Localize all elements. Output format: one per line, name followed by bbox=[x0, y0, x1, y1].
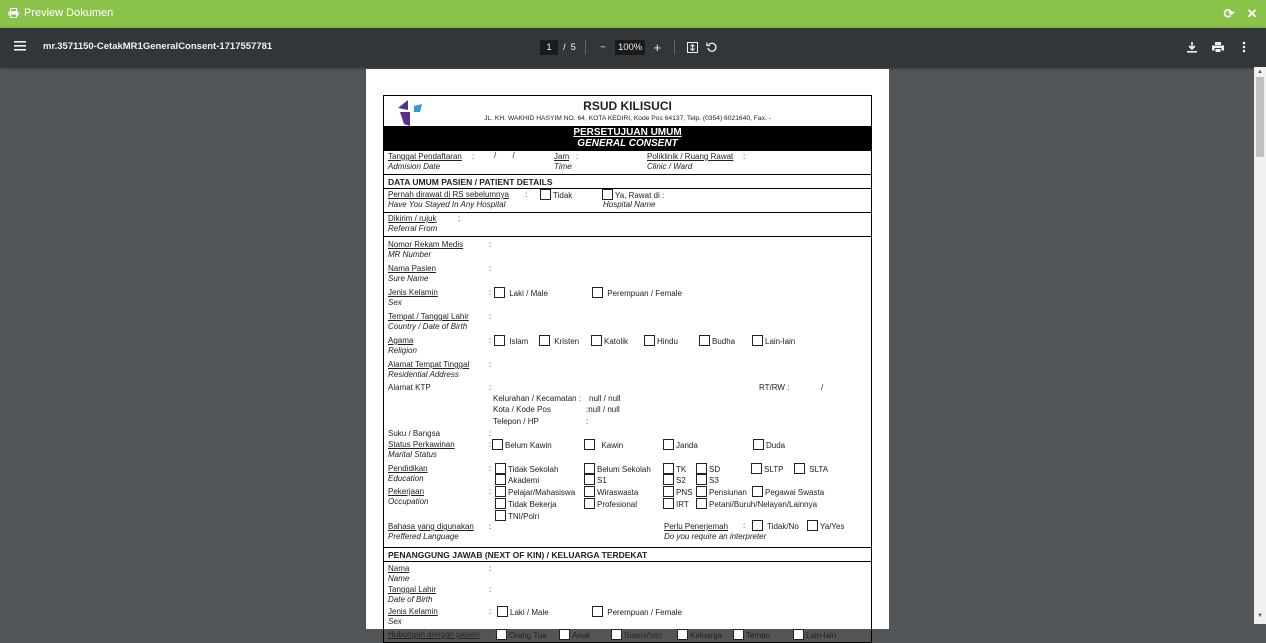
checkbox[interactable] bbox=[591, 335, 602, 346]
option-label: Pegawai Swasta bbox=[765, 488, 825, 497]
name-label-en: Sure Name bbox=[388, 274, 429, 283]
checkbox[interactable] bbox=[663, 474, 674, 485]
option-label: Pelajar/Mahasiswa bbox=[508, 488, 576, 497]
job-option[interactable] bbox=[752, 486, 824, 497]
option-label: Hindu bbox=[657, 337, 678, 346]
education-field bbox=[388, 464, 428, 484]
kelurahan-value: null / null bbox=[589, 394, 621, 403]
education-option[interactable] bbox=[794, 463, 828, 474]
kin-birth-label-en: Date of Birth bbox=[388, 595, 433, 604]
consent-form bbox=[383, 95, 872, 643]
option-label: Profesional bbox=[597, 500, 638, 509]
option-label: Kawin bbox=[601, 441, 624, 450]
kin-name-label-en: Name bbox=[388, 574, 410, 583]
form-title: PERSETUJUAN UMUM bbox=[573, 127, 682, 138]
option-label: S1 bbox=[597, 476, 607, 485]
option-label: Islam bbox=[509, 337, 529, 346]
job-field bbox=[388, 487, 428, 507]
patient-data-block: Nomor Rekam Medis MR Number : Nama Pasien Sure Name : Jenis Kelamin Sex : Laki / Male Perempuan / Female Tempat / Tanggal Lahir Country / Date of Birth : Agama Religion : Islam Kristen Katolik Hindu Budha Lain-lain Alamat Tempat Tinggal Residential Address : Alamat KTP : RT/RW : / Kelurahan / Kecamatan : null / null Kota / Kode Pos :null / null Telepon / HP : Suku / Bangsa : Status Perkawinan Marital Status : Belum Kawin Kawin Janda Duda Pendidikan Education : Tidak Sekolah Belum Sekolah TK SD SLTP SLTA Akademi S1 S2 S3 Pekerjaan Occupation : Pelajar/Mahasiswa Wiraswasta PNS Pensiunan Pegawai Swasta Tidak Bekerja Profesional IRT Petani/Buruh/Nelayan/Lainnya TNI/Polri Bahasa yang digunakan Preffered Language : Perlu Penerjemah Do you require an interpreter : Tidak/No Ya/Yes bbox=[384, 236, 871, 547]
name-field bbox=[388, 264, 436, 284]
option-label: SLTA bbox=[809, 465, 829, 474]
education-option[interactable] bbox=[696, 474, 719, 485]
checkbox[interactable] bbox=[794, 463, 805, 474]
checkbox[interactable] bbox=[602, 189, 613, 200]
zoom-in-icon[interactable]: + bbox=[653, 39, 662, 55]
relation-option[interactable] bbox=[793, 629, 836, 640]
education-option[interactable] bbox=[751, 463, 783, 474]
checkbox[interactable] bbox=[733, 629, 744, 640]
marital-label: Status Perkawinan bbox=[388, 440, 455, 449]
job-label-en: Occupation bbox=[388, 497, 429, 506]
option-label: PNS bbox=[676, 488, 693, 497]
admission-row: Tanggal Pendaftaran Admision Date : / / Jam : Time Poliklinik / Ruang Rawat : Clinic / Ward bbox=[384, 150, 871, 174]
option-label: Kristen bbox=[554, 337, 580, 346]
mr-field bbox=[388, 240, 463, 260]
marital-option[interactable] bbox=[663, 439, 698, 450]
close-icon[interactable]: ✕ bbox=[1246, 6, 1258, 21]
language-label-en: Preffered Language bbox=[388, 532, 459, 541]
checkbox[interactable] bbox=[696, 486, 707, 497]
option-label: S2 bbox=[676, 476, 686, 485]
checkbox[interactable] bbox=[699, 335, 710, 346]
birth-label: Tempat / Tanggal Lahir bbox=[388, 312, 469, 321]
education-label-en: Education bbox=[388, 474, 424, 483]
checkbox[interactable] bbox=[496, 629, 507, 640]
clinic-label: Poliklinik / Ruang Rawat bbox=[647, 152, 734, 161]
interpreter-yes-option[interactable] bbox=[807, 520, 844, 531]
refresh-icon[interactable]: ⟳ bbox=[1223, 6, 1235, 21]
kin-sex-female-option[interactable] bbox=[592, 606, 682, 617]
document-filename: mr.3571150-CetakMR1GeneralConsent-1717557781 bbox=[43, 41, 273, 52]
checkbox[interactable] bbox=[696, 463, 707, 474]
referral-row: Dikirim / rujuk : Referral From bbox=[384, 212, 871, 236]
option-label: Katolik bbox=[604, 337, 629, 346]
mr-label-en: MR Number bbox=[388, 250, 432, 259]
printer-icon bbox=[8, 8, 19, 18]
scroll-down-icon[interactable]: ▼ bbox=[1257, 613, 1263, 619]
marital-option[interactable] bbox=[492, 439, 552, 450]
option-label: IRT bbox=[676, 500, 689, 509]
rtrw-label: RT/RW : bbox=[759, 383, 790, 392]
checkbox[interactable] bbox=[584, 486, 595, 497]
option-label: Akademi bbox=[508, 476, 540, 485]
checkbox[interactable] bbox=[663, 463, 674, 474]
divider bbox=[674, 40, 675, 54]
more-options-icon[interactable] bbox=[1236, 39, 1252, 55]
interpreter-field bbox=[664, 522, 766, 542]
form-header bbox=[384, 96, 871, 126]
checkbox[interactable] bbox=[611, 629, 622, 640]
checkbox[interactable] bbox=[539, 335, 550, 346]
option-label: Belum Kawin bbox=[505, 441, 552, 450]
stayed-row: Pernah dirawat di RS sebelumnya : Tidak Ya, Rawat di : Have You Stayed In Any Hospital Hospital Name bbox=[384, 188, 871, 212]
kota-value: :null / null bbox=[586, 405, 620, 414]
suku-label: Suku / Bangsa bbox=[388, 429, 441, 438]
toolbar-actions bbox=[1184, 39, 1252, 55]
next-of-kin-heading: PENANGGUNG JAWAB (NEXT OF KIN) / KELUARGA TERDEKAT bbox=[384, 547, 871, 561]
zoom-input[interactable]: 100% bbox=[615, 40, 645, 55]
education-option[interactable] bbox=[584, 474, 607, 485]
job-option[interactable] bbox=[696, 486, 747, 497]
option-label: Tidak/No bbox=[767, 522, 799, 531]
religion-option[interactable] bbox=[752, 335, 795, 346]
checkbox[interactable] bbox=[677, 629, 688, 640]
kin-name-field bbox=[388, 564, 409, 584]
religion-option[interactable] bbox=[699, 335, 735, 346]
checkbox[interactable] bbox=[663, 498, 674, 509]
rtrw-separator: / bbox=[821, 383, 824, 392]
option-label: SD bbox=[709, 465, 721, 474]
religion-option[interactable] bbox=[539, 335, 579, 346]
sex-field bbox=[388, 288, 438, 308]
checkbox[interactable] bbox=[752, 335, 763, 346]
name-label: Nama Pasien bbox=[388, 264, 437, 273]
option-label: Anak bbox=[572, 631, 591, 640]
checkbox[interactable] bbox=[497, 606, 508, 617]
checkbox[interactable] bbox=[584, 474, 595, 485]
option-label: TK bbox=[676, 465, 687, 474]
form-title-band bbox=[384, 126, 871, 150]
page-separator: / bbox=[563, 41, 566, 53]
education-option[interactable] bbox=[584, 463, 651, 474]
page-zoom-controls bbox=[540, 39, 720, 55]
option-label: Budha bbox=[712, 337, 736, 346]
religion-option[interactable] bbox=[591, 335, 628, 346]
residential-label-en: Residential Address bbox=[388, 370, 459, 379]
option-label: Teman bbox=[746, 631, 771, 640]
education-option[interactable] bbox=[663, 474, 686, 485]
stayed-yes-option[interactable]: Ya, Rawat di : bbox=[602, 189, 664, 200]
checkbox[interactable] bbox=[584, 498, 595, 509]
religion-label-en: Religion bbox=[388, 346, 417, 355]
language-label: Bahasa yang digunakan bbox=[388, 522, 474, 531]
checkbox[interactable] bbox=[592, 606, 603, 617]
sex-male-label: Laki / Male bbox=[509, 289, 548, 298]
checkbox[interactable] bbox=[540, 189, 551, 200]
hospital-name: RSUD KILISUCI bbox=[583, 99, 672, 113]
stayed-no-option[interactable] bbox=[540, 189, 572, 200]
kin-sex-male-option[interactable] bbox=[497, 606, 549, 617]
job-option[interactable] bbox=[584, 486, 638, 497]
checkbox[interactable] bbox=[559, 629, 570, 640]
option-label: Janda bbox=[676, 441, 698, 450]
stayed-yes-label: Ya, Rawat di bbox=[615, 191, 660, 200]
sex-female-label: Perempuan / Female bbox=[607, 289, 682, 298]
option-label: TNI/Polri bbox=[508, 512, 540, 521]
option-label: Tidak Sekolah bbox=[508, 465, 559, 474]
kin-name-label: Nama bbox=[388, 564, 410, 573]
checkbox[interactable] bbox=[592, 287, 603, 298]
checkbox[interactable] bbox=[752, 520, 763, 531]
time-label-en: Time bbox=[554, 162, 572, 171]
checkbox[interactable] bbox=[752, 486, 763, 497]
option-label: S3 bbox=[709, 476, 719, 485]
checkbox[interactable] bbox=[644, 335, 655, 346]
clinic-label-en: Clinic / Ward bbox=[647, 162, 693, 171]
option-label: Perempuan / Female bbox=[607, 608, 682, 617]
job-label: Pekerjaan bbox=[388, 487, 425, 496]
checkbox[interactable] bbox=[751, 463, 762, 474]
checkbox[interactable] bbox=[494, 287, 505, 298]
patient-details-heading: DATA UMUM PASIEN / PATIENT DETAILS bbox=[384, 174, 871, 188]
next-of-kin-block: Nama Name : Tanggal Lahir Date of Birth : Jenis Kelamin Sex : Laki / Male Perempuan / Female Hubungan dengan pasien : Orang Tua Anak Suami/Istri Keluarga Teman Lain-lain bbox=[384, 561, 871, 642]
print-icon[interactable] bbox=[1210, 39, 1226, 55]
education-option[interactable] bbox=[495, 463, 558, 474]
admission-label: Tanggal Pendaftaran bbox=[388, 152, 462, 161]
checkbox[interactable] bbox=[584, 463, 595, 474]
option-label: Pensiunan bbox=[709, 488, 747, 497]
residential-field bbox=[388, 360, 469, 380]
option-label: Petani/Buruh/Nelayan/Lainnya bbox=[709, 500, 818, 509]
stayed-label-en: Have You Stayed In Any Hospital bbox=[388, 200, 506, 209]
relation-label: Hubungan dengan pasien bbox=[388, 630, 480, 639]
download-icon[interactable] bbox=[1184, 39, 1200, 55]
window-titlebar bbox=[0, 0, 1266, 28]
pdf-viewer[interactable] bbox=[0, 67, 1254, 640]
option-label: Orang Tua bbox=[509, 631, 547, 640]
option-label: Lain-lain bbox=[765, 337, 796, 346]
job-option[interactable] bbox=[663, 486, 692, 497]
page-total: 5 bbox=[570, 41, 576, 53]
checkbox[interactable] bbox=[793, 629, 804, 640]
birth-label-en: Country / Date of Birth bbox=[388, 322, 468, 331]
option-label: Laki / Male bbox=[510, 608, 549, 617]
checkbox[interactable] bbox=[495, 498, 506, 509]
religion-option[interactable] bbox=[644, 335, 678, 346]
kin-sex-label-en: Sex bbox=[388, 617, 402, 626]
job-option[interactable] bbox=[495, 498, 557, 509]
kin-birth-label: Tanggal Lahir bbox=[388, 585, 437, 594]
checkbox[interactable] bbox=[663, 439, 674, 450]
checkbox[interactable] bbox=[753, 439, 764, 450]
option-label: SLTP bbox=[764, 465, 784, 474]
marital-option[interactable] bbox=[753, 439, 785, 450]
option-label: Wiraswasta bbox=[597, 488, 639, 497]
checkbox[interactable] bbox=[495, 463, 506, 474]
education-option[interactable] bbox=[495, 474, 539, 485]
fit-page-icon[interactable] bbox=[684, 39, 700, 55]
relation-option[interactable] bbox=[559, 629, 590, 640]
checkbox[interactable] bbox=[492, 439, 503, 450]
page-number-input[interactable]: 1 bbox=[540, 40, 558, 55]
religion-option[interactable] bbox=[494, 335, 528, 346]
job-option[interactable] bbox=[495, 486, 575, 497]
kelurahan-label: Kelurahan / Kecamatan : bbox=[493, 394, 582, 403]
relation-option[interactable] bbox=[677, 629, 722, 640]
hospital-name-label-en: Hospital Name bbox=[603, 200, 656, 209]
zoom-out-icon[interactable]: − bbox=[600, 41, 606, 53]
form-subtitle: GENERAL CONSENT bbox=[577, 138, 678, 149]
window-title: Preview Dokumen bbox=[24, 7, 114, 19]
scrollbar-thumb[interactable] bbox=[1256, 77, 1264, 157]
vertical-scrollbar[interactable] bbox=[1254, 67, 1266, 624]
checkbox[interactable] bbox=[495, 474, 506, 485]
option-label: Belum Sekolah bbox=[597, 465, 651, 474]
hospital-address: JL. KH. WAKHID HASYIM NO. 64, KOTA KEDIRI, Kode Pos 64137, Telp. (0354) 6021640, Fax. - bbox=[484, 115, 771, 122]
kin-sex-label: Jenis Kelamin bbox=[388, 607, 438, 616]
language-field bbox=[388, 522, 474, 542]
job-option[interactable] bbox=[663, 498, 689, 509]
relation-option[interactable] bbox=[496, 629, 547, 640]
education-option[interactable] bbox=[663, 463, 686, 474]
checkbox[interactable] bbox=[495, 510, 506, 521]
job-option[interactable] bbox=[696, 498, 817, 509]
relation-option[interactable] bbox=[733, 629, 770, 640]
option-label: Keluarga bbox=[690, 631, 723, 640]
interpreter-no-option[interactable] bbox=[752, 520, 799, 531]
sex-female-option[interactable] bbox=[592, 287, 682, 298]
pdf-toolbar bbox=[0, 28, 1266, 67]
sex-label: Jenis Kelamin bbox=[388, 288, 438, 297]
marital-label-en: Marital Status bbox=[388, 450, 437, 459]
religion-label: Agama bbox=[388, 336, 414, 345]
option-label: Duda bbox=[766, 441, 786, 450]
phone-label: Telepon / HP bbox=[493, 417, 539, 426]
option-label: Ya/Yes bbox=[820, 522, 845, 531]
checkbox[interactable] bbox=[495, 486, 506, 497]
checkbox[interactable] bbox=[663, 486, 674, 497]
pdf-page bbox=[366, 69, 889, 640]
interpreter-label: Perlu Penerjemah bbox=[664, 522, 729, 531]
kin-sex-field bbox=[388, 607, 438, 627]
option-label: Lain-lain bbox=[806, 631, 837, 640]
marital-option[interactable] bbox=[584, 439, 623, 450]
checkbox[interactable] bbox=[494, 335, 505, 346]
birth-field bbox=[388, 312, 469, 332]
job-option[interactable] bbox=[495, 510, 539, 521]
checkbox[interactable] bbox=[696, 474, 707, 485]
residential-label: Alamat Tempat Tinggal bbox=[388, 360, 470, 369]
religion-field bbox=[388, 336, 417, 356]
rotate-icon[interactable] bbox=[704, 39, 720, 55]
sex-label-en: Sex bbox=[388, 298, 402, 307]
window-title-group bbox=[8, 7, 113, 19]
checkbox[interactable] bbox=[584, 439, 595, 450]
referral-label-en: Referral From bbox=[388, 224, 438, 233]
checkbox[interactable] bbox=[807, 520, 818, 531]
interpreter-label-en: Do you require an interpreter bbox=[664, 532, 767, 541]
divider bbox=[585, 40, 586, 54]
option-label: Tidak Bekerja bbox=[508, 500, 557, 509]
marital-field bbox=[388, 440, 455, 460]
admission-label-en: Admision Date bbox=[388, 162, 441, 171]
checkbox[interactable] bbox=[696, 498, 707, 509]
ktp-label: Alamat KTP bbox=[388, 383, 431, 392]
referral-label: Dikirim / rujuk bbox=[388, 214, 437, 223]
education-option[interactable] bbox=[696, 463, 720, 474]
education-label: Pendidikan bbox=[388, 464, 428, 473]
kota-label: Kota / Kode Pos bbox=[493, 405, 551, 414]
stayed-label: Pernah dirawat di RS sebelumnya bbox=[388, 190, 509, 199]
stayed-no-label: Tidak bbox=[553, 191, 573, 200]
relation-option[interactable] bbox=[611, 629, 662, 640]
sex-male-option[interactable] bbox=[494, 287, 548, 298]
option-label: Suami/Istri bbox=[624, 631, 662, 640]
menu-icon[interactable] bbox=[14, 40, 28, 54]
kin-birth-field bbox=[388, 585, 436, 605]
mr-label: Nomor Rekam Medis bbox=[388, 240, 464, 249]
time-label: Jam bbox=[554, 152, 570, 161]
phone-value: : bbox=[586, 417, 589, 426]
admission-date-value: / / bbox=[494, 151, 515, 160]
scroll-up-icon[interactable]: ▲ bbox=[1257, 69, 1263, 75]
job-option[interactable] bbox=[584, 498, 637, 509]
